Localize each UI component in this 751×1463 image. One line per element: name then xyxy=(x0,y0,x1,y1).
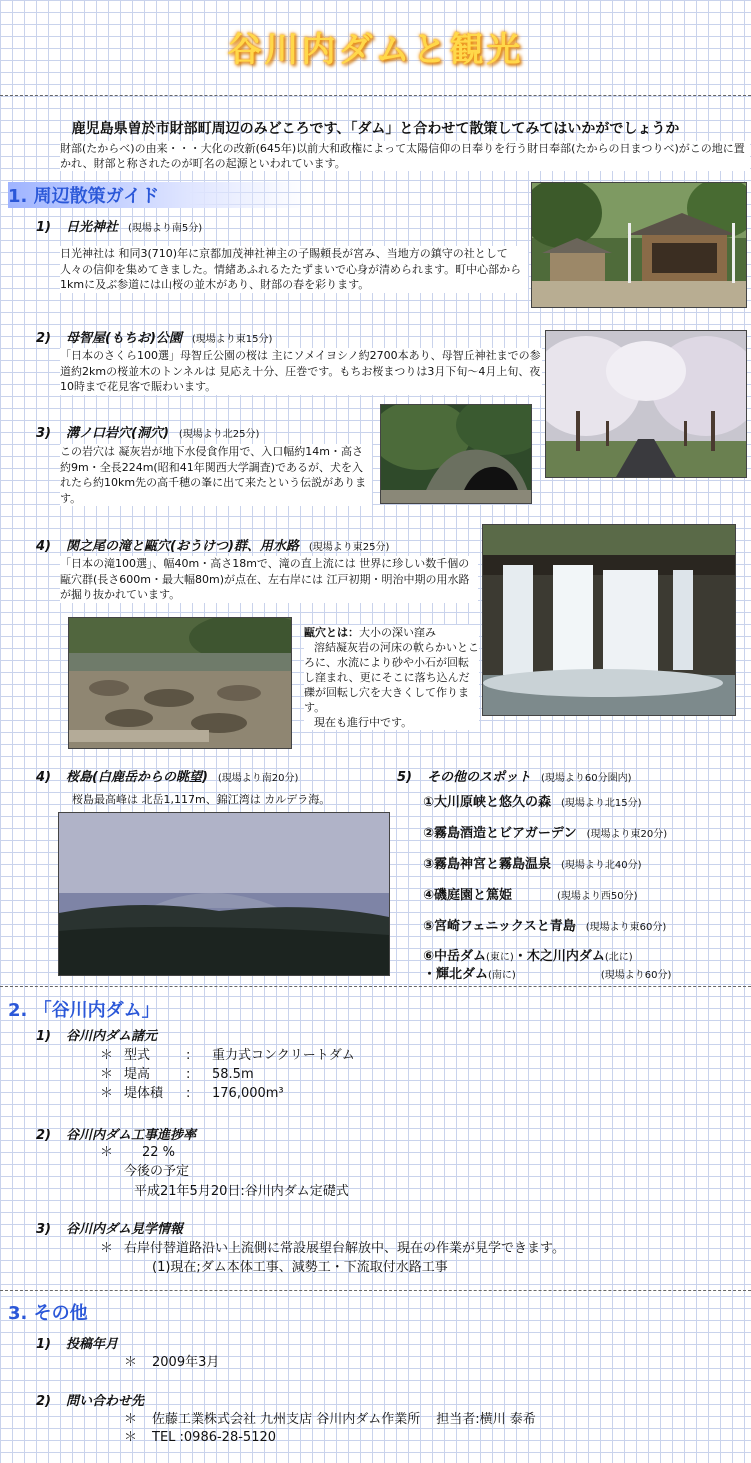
spot-item: ①大川原峡と悠久の森 (現場より北15分) xyxy=(423,795,642,810)
spot-name: 母智屋(もちお)公園 xyxy=(66,331,182,346)
spot-number: 3) xyxy=(36,426,51,441)
section1-heading: 1. 周辺散策ガイド xyxy=(8,182,308,208)
lead-text: 鹿児島県曽於市財部町周辺のみどころです、「ダム」と合わせて散策してみてはいかがでしょうか xyxy=(71,121,680,137)
caption-title: 甌穴とは： xyxy=(304,626,359,639)
plan-text: 平成21年5月20日:谷川内ダム定礎式 xyxy=(134,1184,349,1199)
spot-number: 4) xyxy=(36,539,51,554)
spot-heading-mochio xyxy=(36,327,272,346)
caption-sub: 大小の深い窪み xyxy=(359,626,436,639)
posted-value: ＊ 2009年3月 xyxy=(124,1355,220,1370)
waterfall-photo xyxy=(482,524,736,716)
spot-heading-sakurajima xyxy=(36,766,298,785)
spot-name: 日光神社 xyxy=(66,220,119,235)
spot-number: 1) xyxy=(36,220,51,235)
divider xyxy=(0,986,751,987)
caption-tail: 現在も進行中です。 xyxy=(314,716,413,729)
divider xyxy=(0,95,751,96)
spot-number: 2) xyxy=(36,331,51,346)
spot-body-falls: 「日本の滝100選」、幅40m・高さ18mで、滝の直上流には 世界に珍しい数千個の甌穴群(長さ600m・最大幅80m)が点在、左右岸には 江戸初期・明治中期の用水路が掘り抜かれています。 xyxy=(60,556,478,603)
contact-tel: ＊ TEL :0986-28-5120 xyxy=(124,1430,277,1445)
pothole-caption xyxy=(304,625,479,730)
page-title: 谷川内ダムと観光 xyxy=(227,30,524,70)
spot-item-dams: ⑥中岳ダム(東に)・木之川内ダム(北に) xyxy=(423,949,633,964)
tour-heading: 3) 谷川内ダム見学情報 xyxy=(36,1222,184,1237)
spot-number: 5) xyxy=(397,770,412,785)
section2-heading: 2. 「谷川内ダム」 xyxy=(8,1000,160,1021)
spot-name: 桜島(白鹿岳からの眺望) xyxy=(66,770,208,785)
spot-body-cave: この岩穴は 凝灰岩が地下水侵食作用で、入口幅約14m・高さ約9m・全長224m(昭和41年関西大学調査)であるが、犬を入れたら約10km先の高千穂の峯に出て来たという伝説があります。 xyxy=(60,444,372,506)
tour-detail: (1)現在;ダム本体工事、減勢工・下流取付水路工事 xyxy=(152,1260,448,1275)
spot-note: (現場より東15分) xyxy=(191,334,273,345)
spot-name: その他のスポット xyxy=(427,770,532,785)
posted-heading: 1) 投稿年月 xyxy=(36,1337,119,1352)
spot-note: (現場より東25分) xyxy=(308,542,390,553)
spot-note: (現場より北25分) xyxy=(178,429,260,440)
spot-body-mochio: 「日本のさくら100選」母智丘公園の桜は 主にソメイヨシノ約2700本あり、母智丘神社までの参道約2kmの桜並木のトンネルは 見応え十分、圧巻です。もちお桜まつりは3月下旬〜4月上旬、夜10時まで花見客で賑わいます。 xyxy=(60,349,541,393)
section3-heading: 3. その他 xyxy=(8,1303,88,1324)
spot-note: (現場より60分圏内) xyxy=(541,773,632,784)
spot-heading-nikko xyxy=(36,216,202,235)
spec-row: ＊ 堤高 : 58.5m xyxy=(100,1067,254,1082)
spot-item: ③霧島神宮と霧島温泉 (現場より北40分) xyxy=(423,857,642,872)
caption-body: 溶結凝灰岩の河床の軟らかいところに、水流により砂や小石が回転し窪まれ、更にそこに落ち込んだ礫が回転し穴を大きくして作ります。 xyxy=(304,641,479,714)
progress-heading: 2) 谷川内ダム工事進捗率 xyxy=(36,1128,197,1143)
spot-heading-falls xyxy=(36,535,389,554)
sakurajima-photo xyxy=(58,812,390,976)
spot-heading-cave xyxy=(36,422,259,441)
contact-company: ＊ 佐藤工業株式会社 九州支店 谷川内ダム作業所 担当者:横川 泰希 xyxy=(124,1412,536,1427)
divider xyxy=(0,1290,751,1291)
spot-body-nikko: 日光神社は 和同3(710)年に京都加茂神社神主の子賜頼長が宮み、当地方の鎮守の社として人々の信仰を集めてきました。情緒あふれるたたずまいで心身が清められます。町中心部から1kmに及ぶ参道には山桜の並木があり、財部の春を彩ります。 xyxy=(60,246,528,293)
spot-body-sakurajima: 桜島最高峰は 北岳1,117m、錦江湾は カルデラ海。 xyxy=(72,793,331,806)
cave-photo xyxy=(380,404,532,504)
other-spots-heading xyxy=(397,766,632,785)
spot-name: 関之尾の滝と甌穴(おうけつ)群、用水路 xyxy=(66,539,299,554)
intro-text: 財部(たからべ)の由来・・・大化の改新(645年)以前大和政権によって太陽信仰の日奉りを行う財日奉部(たからの日まつりべ)がこの地に置かれ、財部と称されたのが町名の起源といわれています。 xyxy=(60,141,750,171)
spot-item: ②霧島酒造とビアガーデン (現場より東20分) xyxy=(423,826,668,841)
progress-value: ＊ 22 % xyxy=(100,1145,176,1160)
plan-label: 今後の予定 xyxy=(124,1164,190,1179)
spec-row: ＊ 型式 : 重力式コンクリートダム xyxy=(100,1048,355,1063)
dam-spec-heading: 1) 谷川内ダム諸元 xyxy=(36,1029,158,1044)
spec-row: ＊ 堤体積 : 176,000m³ xyxy=(100,1086,284,1101)
spot-note: (現場より南5分) xyxy=(128,223,203,234)
contact-heading: 2) 問い合わせ先 xyxy=(36,1394,145,1409)
potholes-photo xyxy=(68,617,292,749)
tour-text: ＊ 右岸付替道路沿い上流側に常設展望台解放中、現在の作業が見学できます。 xyxy=(100,1241,565,1256)
spot-name: 溝ノ口岩穴(洞穴) xyxy=(66,426,169,441)
shrine-photo xyxy=(531,182,747,308)
spot-item: ⑤宮崎フェニックスと青島 (現場より東60分) xyxy=(423,919,667,934)
cherry-blossom-photo xyxy=(545,330,747,478)
spot-item: ④磯庭園と篤姫 (現場より西50分) xyxy=(423,888,638,903)
spot-number: 4) xyxy=(36,770,51,785)
spot-item-dams-2: ・輝北ダム(南に) (現場より60分) xyxy=(423,967,672,982)
spot-note: (現場より南20分) xyxy=(217,773,299,784)
